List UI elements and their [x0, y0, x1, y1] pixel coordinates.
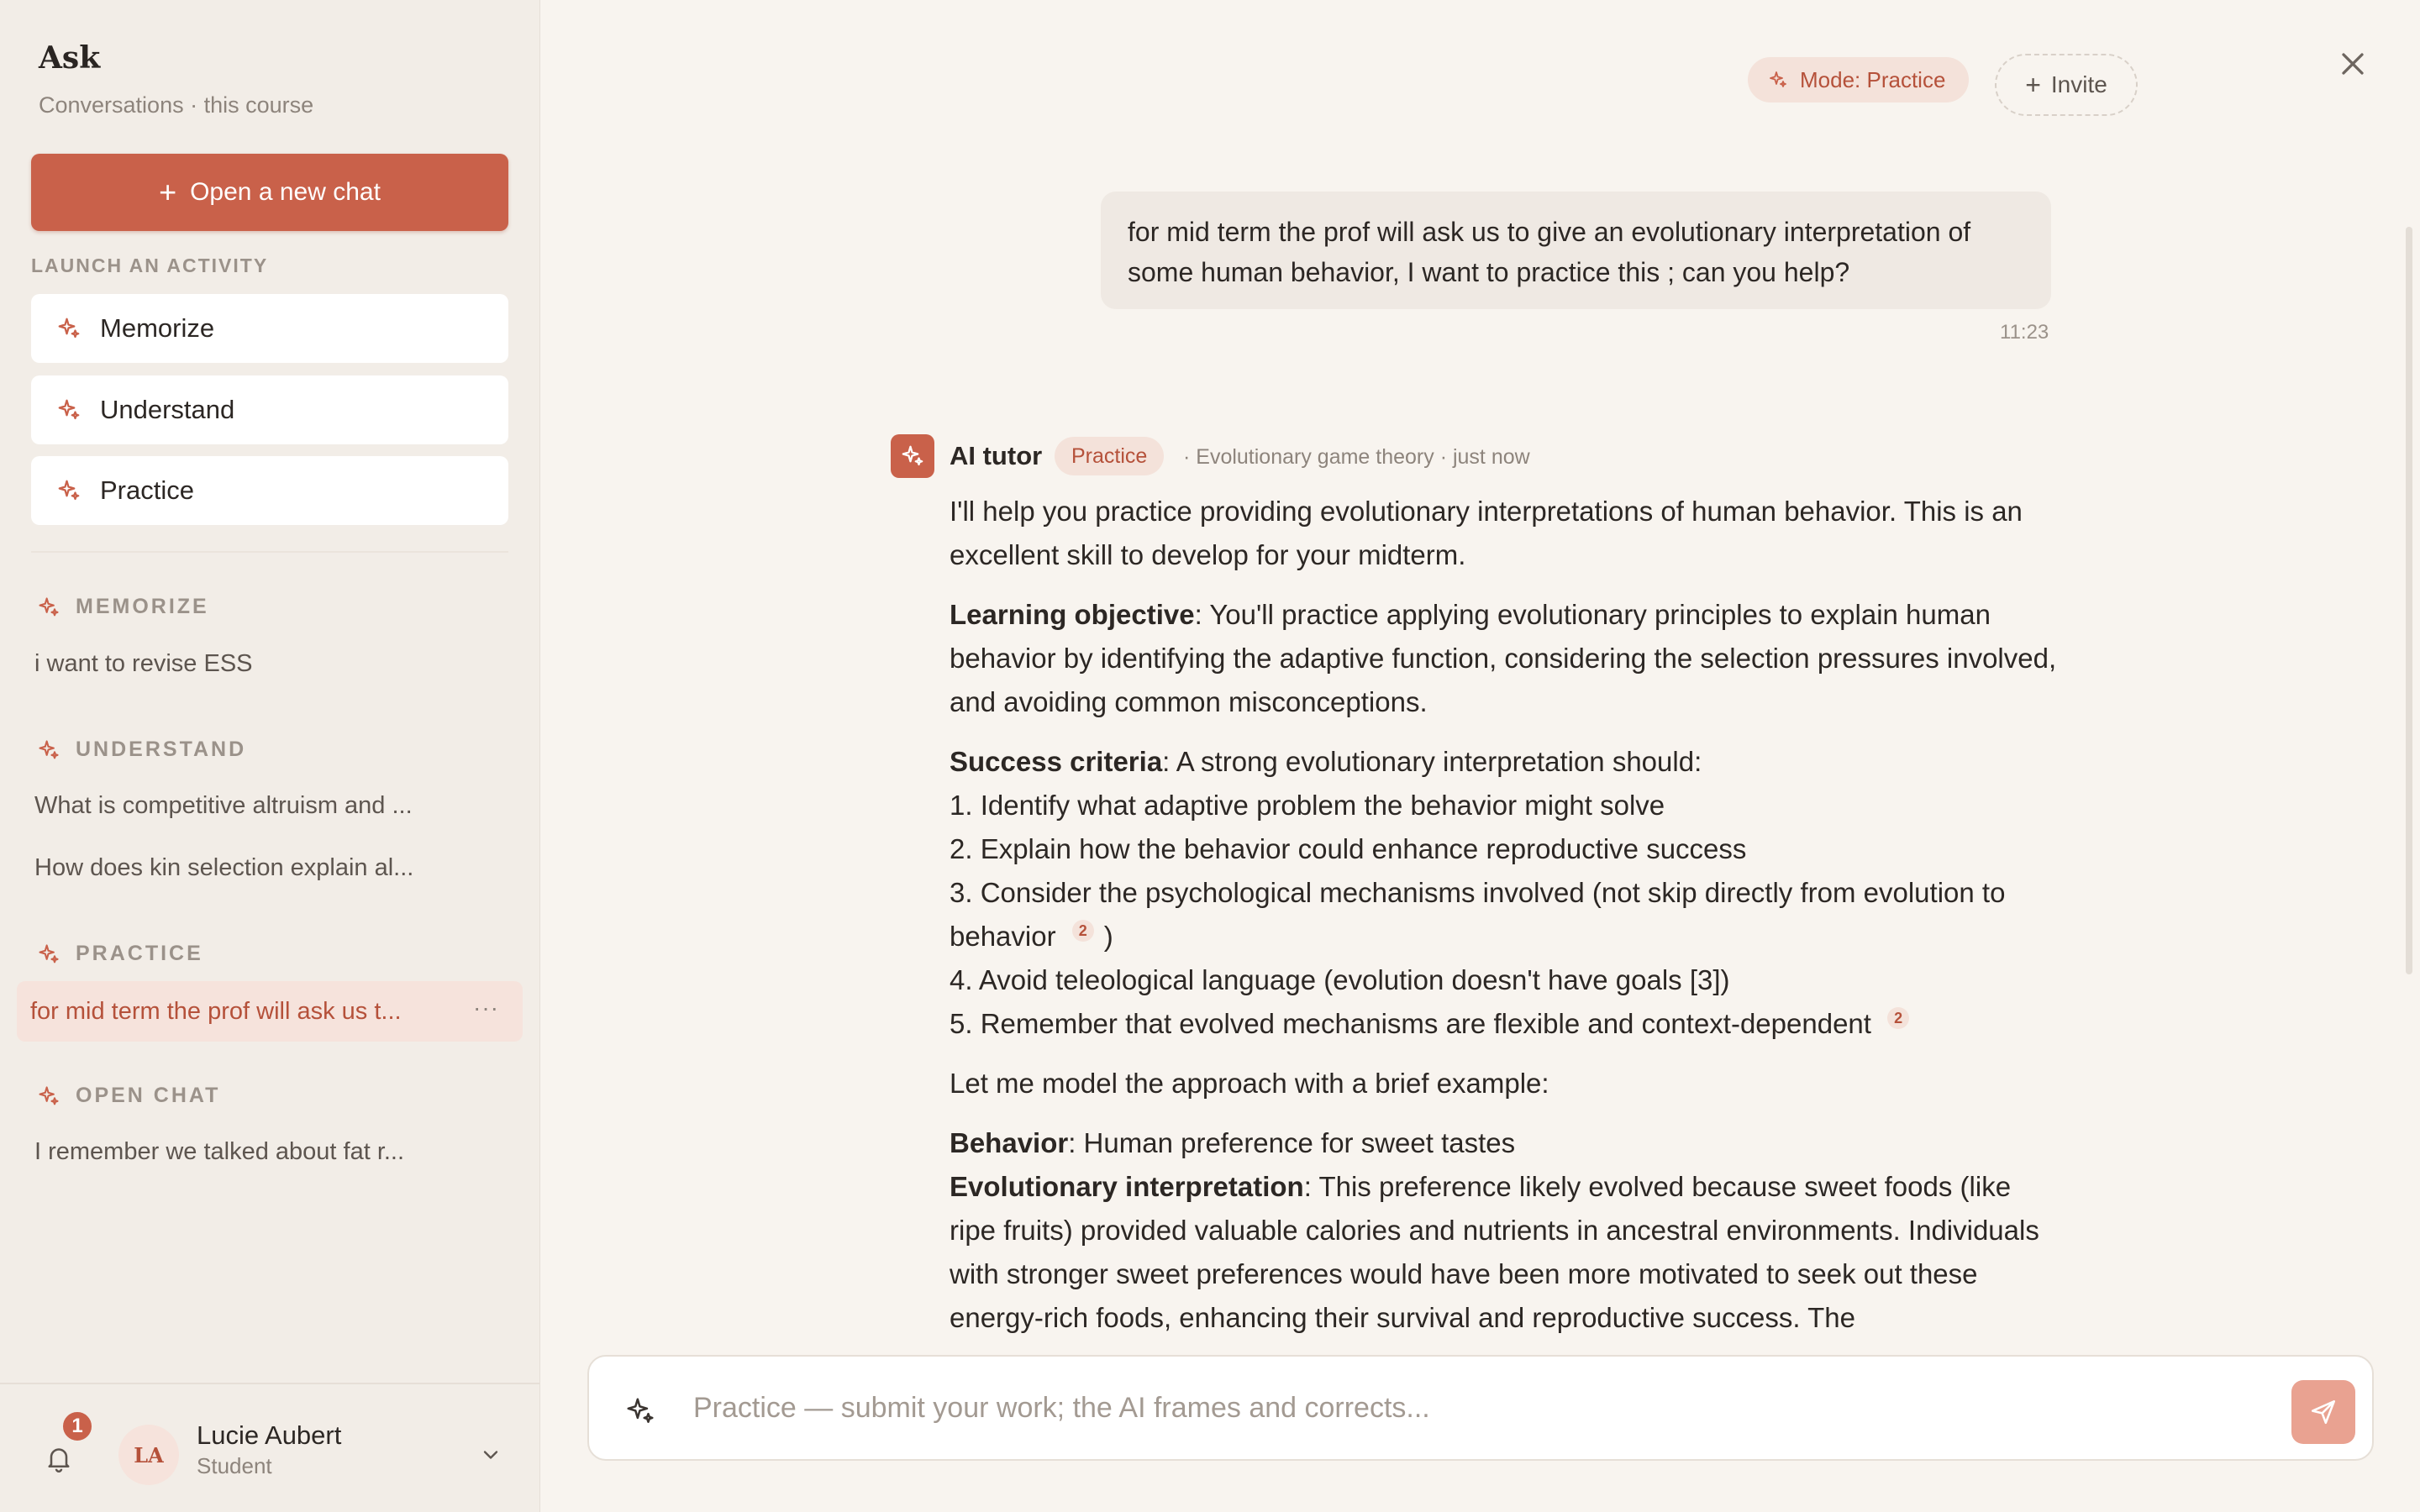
citation-badge[interactable]: 2 [1072, 920, 1094, 942]
launch-activity-label: LAUNCH AN ACTIVITY [31, 255, 269, 276]
send-icon [2309, 1398, 2338, 1426]
conversation-item[interactable]: I remember we talked about fat r... [34, 1138, 405, 1165]
open-new-chat-label: Open a new chat [190, 178, 381, 206]
learning-objective [950, 593, 2059, 724]
activity-label: Practice [100, 475, 194, 505]
section-label: MEMORIZE [76, 595, 209, 618]
criteria-item: 3. Consider the psychological mechanisms involved (not skip directly from evolution to behavior 2 ) [950, 877, 2006, 952]
section-label: UNDERSTAND [76, 738, 247, 761]
section-label: OPEN CHAT [76, 1084, 221, 1107]
mode-badge [1748, 57, 1969, 102]
notification-badge: 1 [60, 1410, 94, 1443]
ai-avatar [891, 434, 934, 478]
success-criteria [950, 740, 2059, 1046]
user-name: Lucie Aubert [197, 1420, 342, 1450]
sparkle-icon [56, 397, 82, 423]
activity-practice-button[interactable] [31, 456, 508, 525]
plus-icon: + [159, 175, 177, 209]
conversation-item[interactable]: What is competitive altruism and ... [34, 792, 413, 819]
criteria-item: 2. Explain how the behavior could enhance reproductive success [950, 833, 1747, 864]
invite-label: Invite [2050, 71, 2107, 97]
conversation-item[interactable]: i want to revise ESS [34, 650, 253, 677]
send-button[interactable] [2291, 1380, 2355, 1444]
section-understand-header [37, 738, 246, 762]
chevron-down-icon[interactable] [479, 1443, 502, 1467]
message-input[interactable] [693, 1380, 2004, 1436]
sparkle-icon [37, 738, 60, 762]
user-message-bubble: for mid term the prof will ask us to give an evolutionary interpretation of some human behavior, I want to practice this ; can you help? [1101, 192, 2051, 309]
criteria-item: 1. Identify what adaptive problem the behavior might solve [950, 790, 1665, 821]
sparkle-icon [624, 1395, 656, 1427]
open-new-chat-button[interactable] [31, 154, 508, 231]
sparkle-icon [56, 316, 82, 341]
conversation-item-active[interactable] [17, 981, 523, 1042]
sidebar [0, 0, 540, 1512]
invite-button[interactable] [1995, 54, 2138, 116]
model-intro: Let me model the approach with a brief example: [950, 1068, 1549, 1099]
more-icon[interactable]: ··· [473, 995, 499, 1021]
sidebar-subtitle: Conversations · this course [39, 92, 314, 118]
conversation-title: for mid term the prof will ask us t... [30, 997, 402, 1025]
user-role: Student [197, 1453, 272, 1478]
example-block [950, 1121, 2059, 1338]
sparkle-icon [56, 478, 82, 503]
sidebar-title: Ask [39, 40, 101, 76]
interpretation-text: : This preference likely evolved because sweet foods (like ripe fruits) provided valuable calories and nutrients in ancestral environments. Individuals with stronger sweet preferences would have been more motivated to seek out these energy-rich foods, enhancing their survival and reproductive success. The [950, 1171, 2039, 1333]
scrollbar-thumb[interactable] [2406, 227, 2412, 974]
sparkle-icon [37, 942, 60, 966]
ai-message-body [950, 490, 2059, 1338]
sparkle-icon [37, 1084, 60, 1108]
section-memorize-header [37, 595, 209, 619]
message-timestamp: 11:23 [2000, 321, 2049, 344]
mode-label: Mode: Practice [1800, 66, 1946, 92]
activity-understand-button[interactable] [31, 375, 508, 444]
avatar: LA [118, 1425, 179, 1485]
objective-text: : You'll practice applying evolutionary principles to explain human behavior by identifying the adaptive function, considering the selection pressures involved, and avoiding common misconceptions. [950, 599, 2057, 717]
section-practice-header [37, 942, 203, 966]
behavior-text: : Human preference for sweet tastes [1068, 1127, 1516, 1158]
plus-icon: + [2025, 70, 2041, 100]
activity-label: Memorize [100, 313, 215, 343]
activity-memorize-button[interactable] [31, 294, 508, 363]
ai-mode-badge: Practice [1055, 437, 1164, 475]
ai-message-meta: · Evolutionary game theory · just now [1183, 445, 1530, 469]
behavior-label: Behavior [950, 1127, 1069, 1158]
section-open-chat-header [37, 1084, 220, 1108]
bell-icon [44, 1443, 74, 1473]
criteria-label: Success criteria [950, 746, 1163, 777]
composer [587, 1355, 2374, 1461]
criteria-item: 4. Avoid teleological language (evolution doesn't have goals [3]) [950, 964, 1730, 995]
citation-badge[interactable]: 2 [1887, 1007, 1909, 1029]
ai-intro: I'll help you practice providing evolutionary interpretations of human behavior. This is an excellent skill to develop for your midterm. [950, 496, 2023, 570]
sidebar-divider [31, 551, 508, 553]
sidebar-footer [0, 1383, 540, 1512]
section-label: PRACTICE [76, 942, 203, 965]
sparkle-icon [1768, 70, 1788, 90]
close-icon[interactable] [2334, 45, 2371, 82]
sparkle-icon [37, 596, 60, 619]
objective-label: Learning objective [950, 599, 1195, 630]
activity-label: Understand [100, 395, 235, 424]
sparkle-icon [900, 444, 925, 469]
criteria-text: : A strong evolutionary interpretation should: [1162, 746, 1702, 777]
conversation-item[interactable]: How does kin selection explain al... [34, 854, 414, 881]
criteria-item: 5. Remember that evolved mechanisms are flexible and context-dependent 2 [950, 1002, 2059, 1046]
ai-name: AI tutor [950, 441, 1043, 470]
interpretation-label: Evolutionary interpretation [950, 1171, 1304, 1202]
